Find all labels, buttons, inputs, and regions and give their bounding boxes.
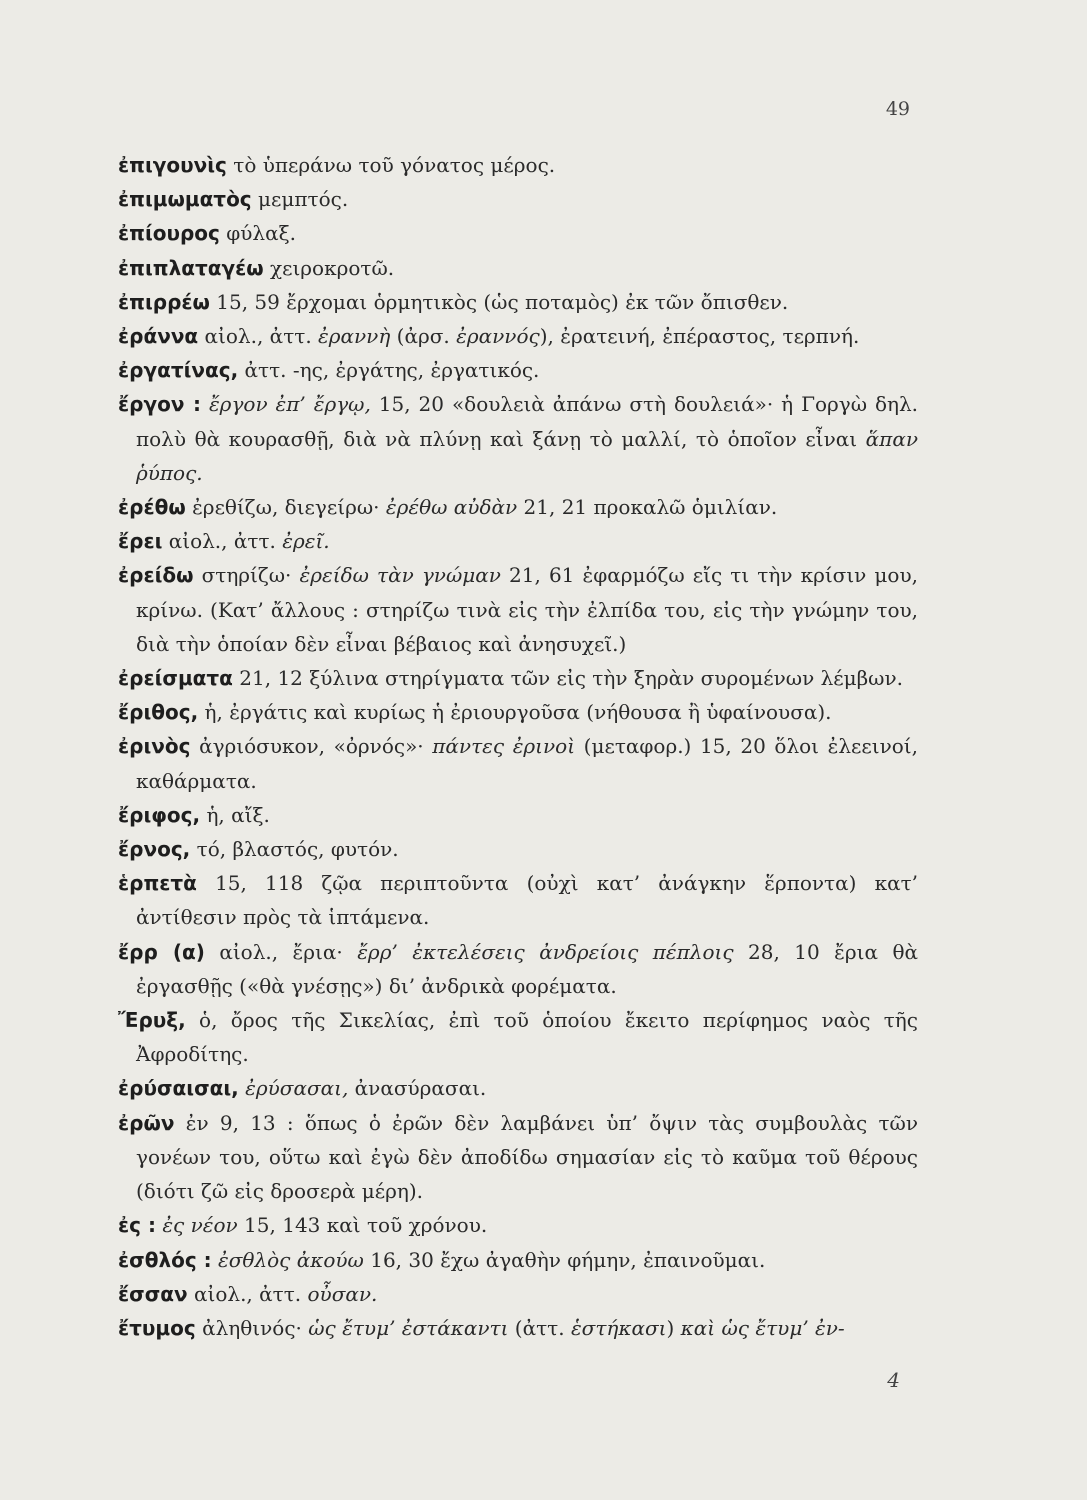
entry-citation: ἐραννός [456, 324, 540, 349]
entry-citation: ἔργον ἐπ’ ἔργῳ, [208, 392, 371, 417]
entry-headword: ἐπιγουνὶς [118, 153, 227, 177]
entry-definition: τὸ ὑπεράνω τοῦ γόνατος μέρος. [226, 153, 556, 177]
entry-definition: 21, 21 προκαλῶ ὁμιλίαν. [517, 495, 778, 520]
entry-citation: ἑστήκασι [570, 1315, 667, 1340]
glossary-entry [118, 216, 918, 250]
entry-citation: πάντες ἐρινοὶ [432, 734, 576, 759]
entry-headword: ἑρπετὰ [118, 871, 197, 896]
entry-headword: ἐρείδω [118, 563, 194, 588]
entry-headword: ἐρέθω [118, 495, 186, 520]
entry-definition: 16, 30 ἔχω ἀγαθὴν φήμην, ἐπαινοῦμαι. [363, 1247, 766, 1272]
entry-definition: ἐρεθίζω, διεγείρω· [185, 495, 386, 520]
entry-headword: ἐρινὸς [118, 734, 191, 759]
entry-definition: αἰολ., ἀττ. [162, 529, 283, 554]
entry-citation: ὡς ἔτυμ’ ἐστάκαντι [308, 1315, 509, 1340]
entry-definition: αἰολ., ἀττ. [187, 1281, 308, 1306]
glossary-entries [118, 148, 918, 1345]
entry-definition: ἀνασύρασαι. [348, 1076, 487, 1101]
glossary-entry [118, 490, 918, 524]
entry-headword: ἐπιπλαταγέω [118, 255, 264, 280]
glossary-entry [118, 251, 918, 285]
entry-headword: ἐς : [118, 1213, 156, 1238]
entry-definition: (ἀττ. [508, 1315, 571, 1340]
entry-definition [201, 392, 209, 416]
glossary-entry [118, 832, 918, 866]
entry-citation: ἐρεῖ. [282, 529, 330, 554]
entry-headword: ἔρρ (α) [118, 939, 205, 964]
entry-citation: ἅπαν ῥύπος. [136, 426, 918, 485]
entry-definition: αἰολ., ἀττ. [198, 324, 319, 349]
entry-headword: ἐπιμωματὸς [118, 187, 252, 212]
glossary-entry [118, 1208, 918, 1242]
entry-citation: ἐραννὴ [318, 324, 391, 349]
glossary-entry [118, 729, 918, 797]
entry-definition: 21, 12 ξύλινα στηρίγματα τῶν εἰς τὴν ξηρὰν συρομένων λέμβων. [232, 666, 904, 691]
entry-headword: ἐρείσματα [118, 666, 233, 691]
entry-definition: ὁ, ὄρος τῆς Σικελίας, ἐπὶ τοῦ ὁποίου ἔκειτο περίφημος ναὸς τῆς Ἀφροδίτης. [136, 1008, 918, 1067]
entry-headword: ἐπίουρος [118, 221, 220, 246]
entry-headword: ἔριφος, [118, 802, 201, 827]
entry-citation: οὖσαν. [307, 1281, 378, 1306]
entry-headword: ἐργατίνας, [118, 358, 239, 383]
entry-definition: στηρίζω· [193, 563, 300, 588]
glossary-entry [118, 935, 918, 1003]
entry-citation: ἐσθλὸς ἀκούω [218, 1247, 364, 1272]
entry-headword: ἐράννα [118, 324, 199, 349]
entry-headword: Ἔρυξ, [118, 1008, 186, 1033]
entry-headword: ἔτυμος [118, 1315, 196, 1340]
glossary-entry [118, 319, 918, 353]
entry-definition: 15, 118 ζῷα περιπτοῦντα (οὐχὶ κατ’ ἀνάγκην ἕρποντα) κατ’ ἀντίθεσιν πρὸς τὰ ἱπτάμενα. [136, 871, 918, 930]
glossary-entry [118, 182, 918, 216]
glossary-entry [118, 1003, 918, 1071]
glossary-entry [118, 524, 918, 558]
glossary-entry [118, 1277, 918, 1311]
entry-definition: μεμπτός. [251, 187, 349, 212]
entry-definition: τό, βλαστός, φυτόν. [190, 837, 399, 862]
entry-definition: αἰολ., ἔρια· [204, 939, 358, 964]
entry-citation: ἐρέθω αὐδὰν [385, 495, 518, 520]
entry-headword: ἔσσαν [118, 1281, 188, 1306]
glossary-entry [118, 1311, 918, 1345]
entry-citation: ἔρρ’ ἐκτελέσεις ἀνδρείοις πέπλοις [357, 939, 734, 964]
entry-definition: ) [666, 1315, 681, 1340]
glossary-entry [118, 695, 918, 729]
entry-definition: ἡ, αἴξ. [200, 802, 270, 827]
entry-definition: ἐν 9, 13 : ὅπως ὁ ἐρῶν δὲν λαμβάνει ὑπ’ ὄψιν τὰς συμβουλὰς τῶν γονέων του, οὕτω καὶ ἐγὼ δὲν ἀποδίδω σημασίαν εἰς τὸ καῦμα τοῦ θέρους (διότι ζῶ εἰς δροσερὰ μέρη). [136, 1110, 918, 1204]
glossary-entry [118, 661, 918, 695]
glossary-entry [118, 558, 918, 661]
entry-headword: ἐπιρρέω [118, 289, 210, 314]
glossary-entry [118, 1106, 918, 1209]
entry-definition: 15, 143 καὶ τοῦ χρόνου. [237, 1213, 488, 1238]
entry-headword: ἔριθος, [118, 700, 199, 725]
entry-definition: χειροκροτῶ. [263, 255, 395, 280]
entry-definition: ἀληθινός· [195, 1315, 309, 1340]
entry-headword: ἐρῶν [118, 1110, 175, 1135]
page-number: 49 [885, 98, 910, 120]
entry-headword: ἐσθλός : [118, 1247, 212, 1272]
glossary-entry [118, 798, 918, 832]
entry-definition: ἀττ. -ης, ἐργάτης, ἐργατικός. [238, 358, 540, 383]
entry-definition: ἡ, ἐργάτις καὶ κυρίως ἡ ἐριουργοῦσα (νήθουσα ἢ ὑφαίνουσα). [198, 700, 832, 725]
signature-mark: 4 [887, 1368, 900, 1392]
entry-headword: ἔργον : [118, 392, 201, 417]
entry-citation: καὶ ὡς ἔτυμ’ ἐν- [680, 1315, 845, 1340]
entry-definition: ), ἐρατεινή, ἐπέραστος, τερπνή. [539, 324, 860, 349]
entry-headword: ἔρει [118, 529, 163, 554]
entry-definition: ἀγριόσυκον, «ὀρνός»· [190, 734, 433, 759]
entry-definition: 21, 61 ἐφαρμόζω εἴς τι τὴν κρίσιν μου, κρίνω. (Κατ’ ἄλλους : στηρίζω τινὰ εἰς τὴν ἐλπίδα του, εἰς τὴν γνώμην του, διὰ τὴν ὁποίαν δὲν εἶναι βέβαιος καὶ ἀνησυχεῖ.) [136, 563, 918, 656]
entry-citation: ἐρύσασαι, [245, 1076, 349, 1101]
entry-citation: ἐρείδω τὰν γνώμαν [299, 563, 501, 588]
entry-citation: ἐς νέον [162, 1213, 238, 1238]
entry-definition: 15, 20 «δουλειὰ ἀπάνω στὴ δουλειά»· ἡ Γοργὼ δηλ. πολὺ θὰ κουρασθῇ, διὰ νὰ πλύνῃ καὶ ξάνῃ τὸ μαλλί, τὸ ὁποῖον εἶναι [136, 392, 919, 451]
glossary-entry [118, 353, 918, 387]
glossary-entry [118, 866, 918, 934]
entry-definition: 15, 59 ἔρχομαι ὁρμητικὸς (ὡς ποταμὸς) ἐκ τῶν ὄπισθεν. [209, 289, 789, 314]
entry-definition: 28, 10 ἔρια θὰ ἐργασθῇς («θὰ γνέσῃς») δι’ ἀνδρικὰ φορέματα. [136, 939, 919, 998]
glossary-entry [118, 387, 918, 490]
entry-definition: (μεταφορ.) 15, 20 ὅλοι ἐλεεινοί, καθάρματα. [136, 734, 918, 793]
glossary-entry [118, 1243, 918, 1277]
entry-definition: (ἀρσ. [390, 324, 457, 349]
entry-headword: ἔρνος, [118, 837, 191, 862]
glossary-entry [118, 285, 918, 319]
entry-headword: ἐρύσαισαι, [118, 1076, 239, 1101]
glossary-entry [118, 148, 918, 182]
entry-definition: φύλαξ. [219, 221, 296, 246]
glossary-entry [118, 1071, 918, 1105]
